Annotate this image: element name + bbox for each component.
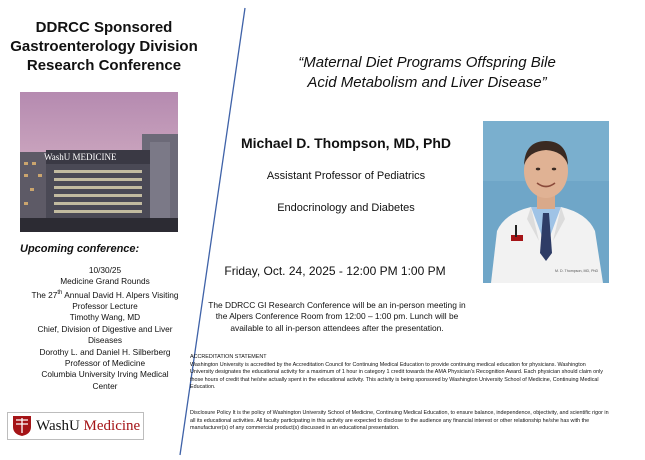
- title-line-3: Research Conference: [26, 57, 182, 74]
- lecture-pre: The 27: [31, 289, 58, 300]
- upcoming-professorship-1: Dorothy L. and Daniel H. Silberberg: [39, 346, 171, 357]
- speaker-name: Michael D. Thompson, MD, PhD: [240, 135, 451, 151]
- talk-title-line-1: “Maternal Diet Programs Offspring Bile: [298, 54, 556, 71]
- building-photo: [20, 92, 178, 232]
- building-sign: WashU MEDICINE: [44, 152, 117, 162]
- logo-text-medicine: Medicine: [79, 417, 141, 434]
- upcoming-speaker-title-1: Chief, Division of Digestive and Liver: [37, 323, 173, 334]
- upcoming-speaker: Timothy Wang, MD: [69, 312, 141, 323]
- upcoming-affiliation-1: Columbia University Irving Medical: [41, 369, 169, 380]
- upcoming-speaker-title-2: Diseases: [87, 335, 123, 346]
- coat-name-tag: M. D. Thompson, MD, PhD: [555, 269, 599, 273]
- event-date-time: Friday, Oct. 24, 2025 - 12:00 PM 1:00 PM: [224, 264, 446, 278]
- speaker-role-2: Endocrinology and Diabetes: [277, 202, 415, 214]
- event-info-line-3: available to all in-person attendees after the presentation.: [230, 322, 444, 333]
- talk-title-line-2: Acid Metabolism and Liver Disease”: [307, 74, 547, 91]
- washu-medicine-logo: [7, 412, 144, 440]
- lecture-sup: th: [57, 289, 63, 296]
- upcoming-lecture-line2: Professor Lecture: [72, 300, 138, 311]
- shield-icon: [12, 415, 32, 437]
- talk-title: [262, 53, 592, 93]
- speaker-role-1: Assistant Professor of Pediatrics: [266, 170, 426, 182]
- upcoming-lecture: [12, 288, 198, 301]
- event-info-line-1: The DDRCC GI Research Conference will be an in-person meeting in: [208, 300, 466, 310]
- upcoming-affiliation-2: Center: [92, 380, 118, 391]
- upcoming-professorship-2: Professor of Medicine: [64, 358, 146, 369]
- accreditation-statement: [190, 354, 610, 392]
- upcoming-heading: Upcoming conference:: [20, 243, 140, 255]
- logo-text: [36, 418, 140, 435]
- event-info-line-2: the Alpers Conference Room from 12:00 – 1:00 pm. Lunch will be: [215, 311, 459, 322]
- conference-title: [6, 18, 202, 75]
- lecture-post: Annual David H. Alpers Visiting: [62, 289, 179, 300]
- speaker-photo: [483, 121, 609, 283]
- upcoming-details: [12, 265, 198, 392]
- upcoming-series: Medicine Grand Rounds: [60, 276, 150, 287]
- title-line-2: Gastroenterology Division: [10, 38, 198, 55]
- disclosure-policy: Disclosure Policy It is the policy of Washington University School of Medicine, Continuing Medical Education, to ensure balance, independence, objectivity, and scientific rigor in all its educational activities. All faculty participating in this activity are expected to disclose to the audience any financial interest or other relationship he/she has with the manufacturer(s) of any commercial product(s) discussed in an educational presentation.: [190, 410, 609, 432]
- event-info: [196, 300, 478, 334]
- title-line-1: DDRCC Sponsored: [35, 19, 173, 36]
- accreditation-heading: ACCREDITATION STATEMENT: [190, 354, 267, 360]
- logo-text-washu: WashU: [36, 417, 80, 434]
- accreditation-body: Washington University is accredited by the Accreditation Council for Continuing Medical Education to provide continuing medical education for physicians. Washington University designates the educational activity for a maximum of 1 hour in category 1 credit towards the AMA Physician’s Recognition Award. Each physician should claim only those hours of credit that he/she actually spent in the educational activity. This activity is being sponsored by Washington University School of Medicine, Continuing Medical Education.: [190, 361, 603, 391]
- upcoming-date: 10/30/25: [88, 265, 122, 275]
